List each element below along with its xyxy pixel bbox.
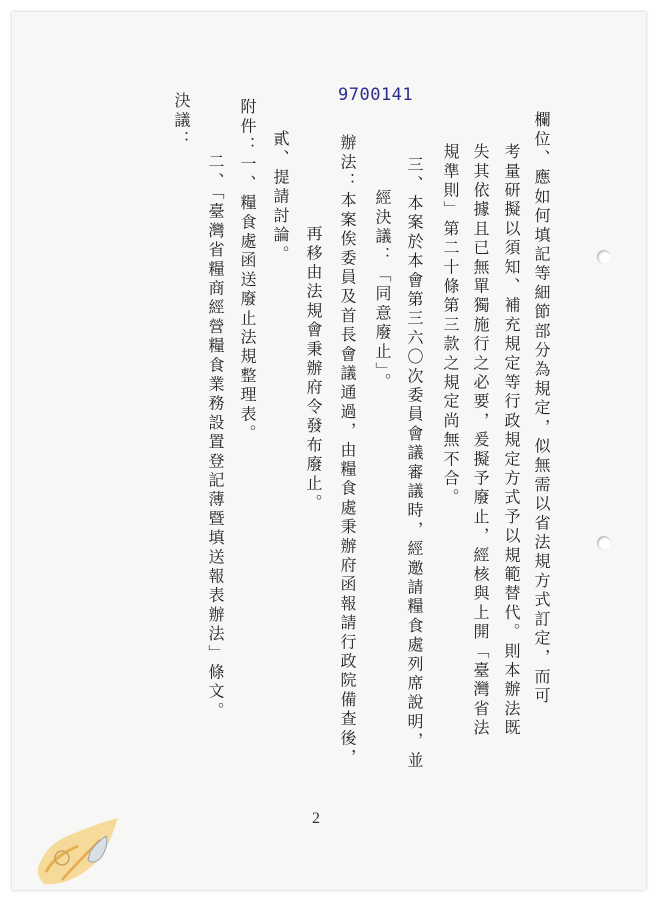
text-column-4: 規準則」第二十條第三款之規定尚無不合。 <box>441 143 460 508</box>
archive-logo-icon <box>32 810 128 900</box>
text-column-10: 附件：一、糧食處函送廢止法規整理表。 <box>238 98 257 444</box>
text-column-1: 欄位、應如何填記等細節部分為規定，似無需以省法規方式訂定，而可 <box>532 111 551 707</box>
punch-hole-top <box>597 250 611 264</box>
text-column-9: 貳、提請討論。 <box>271 130 290 265</box>
text-column-2: 考量研擬以須知、補充規定等行政規定方式予以規範替代。則本辦法既 <box>502 143 521 739</box>
punch-hole-bottom <box>597 536 611 550</box>
text-column-7: 辦法：本案俟委員及首長會議通過，由糧食處秉辦府函報請行政院備查後， <box>338 134 357 768</box>
text-column-8: 再移由法規會秉辦府令發布廢止。 <box>304 225 323 513</box>
document-page <box>12 12 646 890</box>
text-column-12: 決議： <box>172 92 191 150</box>
document-number-stamp: 9700141 <box>338 85 414 105</box>
text-column-6: 經決議：「同意廢止」。 <box>373 189 392 393</box>
page-number: 2 <box>312 810 320 827</box>
text-column-11: 二、「臺灣省糧商經營糧食業務設置登記薄暨填送報表辦法」條文。 <box>206 153 225 721</box>
text-column-3: 失其依據且已無單獨施行之必要，爰擬予廢止，經核與上開「臺灣省法 <box>471 143 490 739</box>
text-column-5: 三、本案於本會第三六〇次委員會議審議時，經邀請糧食處列席說明，並 <box>405 156 424 771</box>
